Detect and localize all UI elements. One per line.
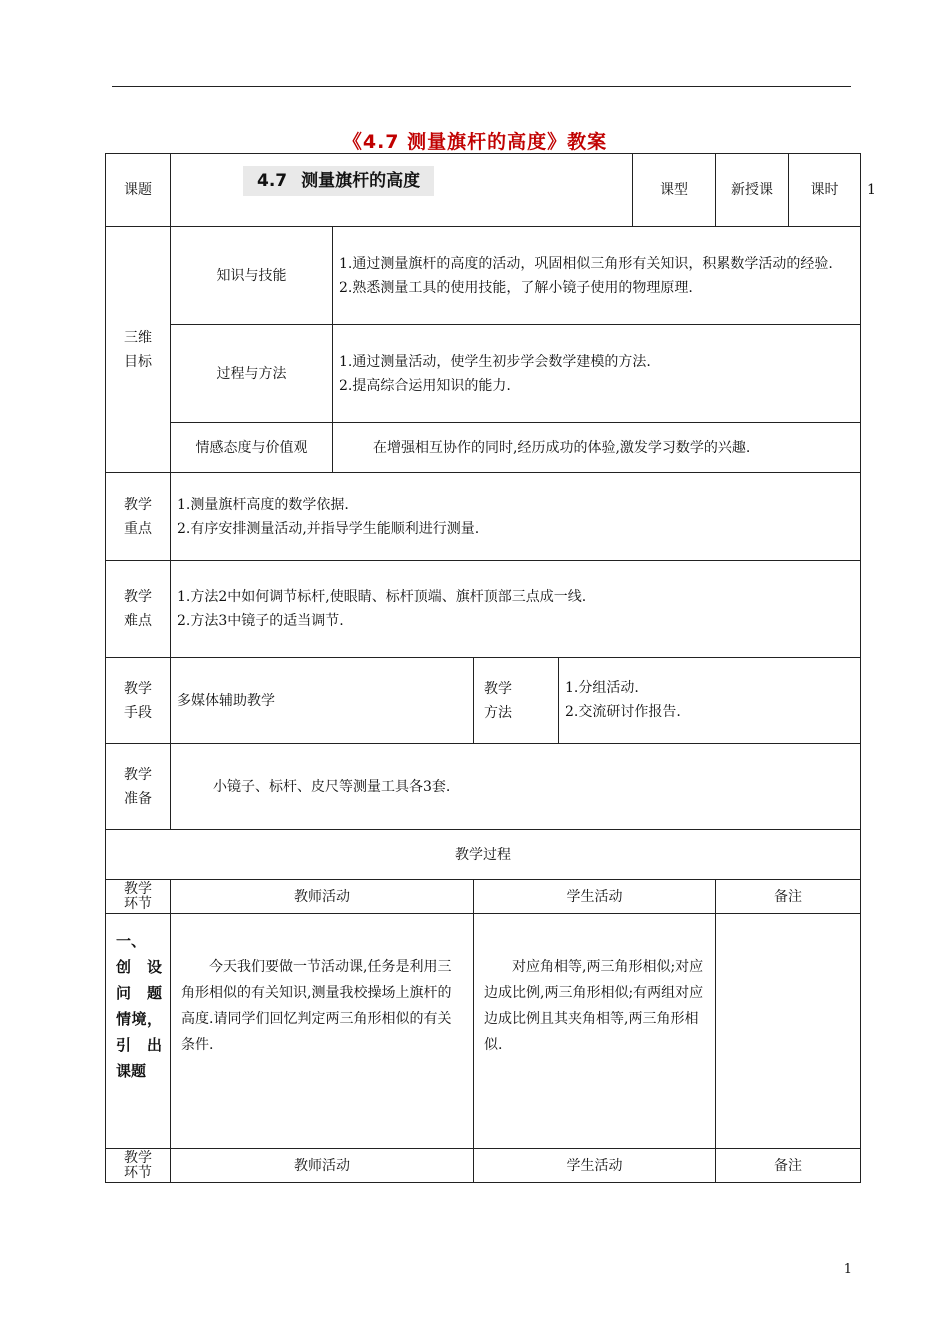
means-label: 教学手段 <box>106 658 171 744</box>
process-title-row <box>106 830 861 880</box>
emotion-content: 在增强相互协作的同时,经历成功的体验,激发学习数学的兴趣. <box>333 423 861 473</box>
process-header-row-repeat <box>106 1149 861 1183</box>
difficulties-label: 教学难点 <box>106 561 171 658</box>
topic-name: 测量旗杆的高度 <box>301 171 421 191</box>
process-method-label: 过程与方法 <box>171 325 333 423</box>
prep-content: 小镜子、标杆、皮尺等测量工具各3套. <box>171 744 861 830</box>
goal-emotion-row <box>106 423 861 473</box>
method-content <box>559 658 861 744</box>
lesson-plan-table <box>105 153 876 1183</box>
stage1-teacher-activity: 今天我们要做一节活动课,任务是利用三角形相似的有关知识,测量我校操场上旗杆的高度.请同学们回忆判定两三角形相似的有关条件. <box>171 914 474 1149</box>
header-teacher-repeat: 教师活动 <box>171 1149 474 1183</box>
knowledge-content <box>333 227 861 325</box>
difficulties-row <box>106 561 861 658</box>
means-row <box>106 658 861 744</box>
prep-label: 教学准备 <box>106 744 171 830</box>
process-header-row <box>106 880 861 914</box>
page-number: 1 <box>843 1262 852 1277</box>
process-method-content <box>333 325 861 423</box>
topic-label: 课题 <box>106 154 171 227</box>
topic-heading-image <box>243 166 434 196</box>
knowledge-line-2: 2.熟悉测量工具的使用技能，了解小镜子使用的物理原理. <box>339 279 693 296</box>
emotion-label: 情感态度与价值观 <box>171 423 333 473</box>
document-title: 《4.7 测量旗杆的高度》教案 <box>342 131 608 153</box>
header-notes: 备注 <box>716 880 861 914</box>
header-notes-repeat: 备注 <box>716 1149 861 1183</box>
difficulty-1: 1.方法2中如何调节标杆,使眼睛、标杆顶端、旗杆顶部三点成一线. <box>177 589 587 605</box>
stage1-notes <box>716 914 861 1149</box>
topic-number: 4.7 <box>257 171 288 191</box>
type-value: 新授课 <box>716 154 789 227</box>
knowledge-label: 知识与技能 <box>171 227 333 325</box>
stage1-row <box>106 914 861 1149</box>
means-value: 多媒体辅助教学 <box>171 658 474 744</box>
header-teacher: 教师活动 <box>171 880 474 914</box>
difficulty-2: 2.方法3中镜子的适当调节. <box>177 613 344 629</box>
knowledge-line-1: 1.通过测量旗杆的高度的活动，巩固相似三角形有关知识，积累数学活动的经验. <box>339 255 833 272</box>
method-label: 教学方法 <box>474 658 559 744</box>
type-label: 课型 <box>633 154 716 227</box>
stage1-label: 一、 创设 问题 情境， 引出 课题 <box>106 914 171 1149</box>
hours-label: 课时 <box>789 154 861 227</box>
topic-cell <box>171 154 633 227</box>
difficulties-content <box>171 561 861 658</box>
header-stage: 教学环节 <box>106 880 171 914</box>
process-line-2: 2.提高综合运用知识的能力. <box>339 377 511 394</box>
header-student: 学生活动 <box>474 880 716 914</box>
key-points-label: 教学重点 <box>106 473 171 561</box>
process-line-1: 1.通过测量活动，使学生初步学会数学建模的方法. <box>339 353 651 370</box>
goal-knowledge-row <box>106 227 861 325</box>
method-line-2: 2.交流研讨作报告. <box>565 704 681 720</box>
key-point-1: 1.测量旗杆高度的数学依据. <box>177 496 349 513</box>
key-point-2: 2.有序安排测量活动,并指导学生能顺利进行测量. <box>177 520 480 537</box>
header-student-repeat: 学生活动 <box>474 1149 716 1183</box>
key-points-row <box>106 473 861 561</box>
goals-label: 三维目标 <box>106 227 171 473</box>
method-line-1: 1.分组活动. <box>565 680 639 696</box>
stage1-student-activity: 对应角相等,两三角形相似;对应边成比例,两三角形相似;有两组对应边成比例且其夹角相等,两三角形相似. <box>474 914 716 1149</box>
header-rule <box>112 86 851 87</box>
topic-row: 课题 4.7 测量旗杆的高度 课型 新授课 课时 1 <box>106 154 861 227</box>
header-stage-repeat: 教学环节 <box>106 1149 171 1183</box>
key-points-content <box>171 473 861 561</box>
prep-row <box>106 744 861 830</box>
goal-process-row <box>106 325 861 423</box>
process-title: 教学过程 <box>106 830 861 880</box>
